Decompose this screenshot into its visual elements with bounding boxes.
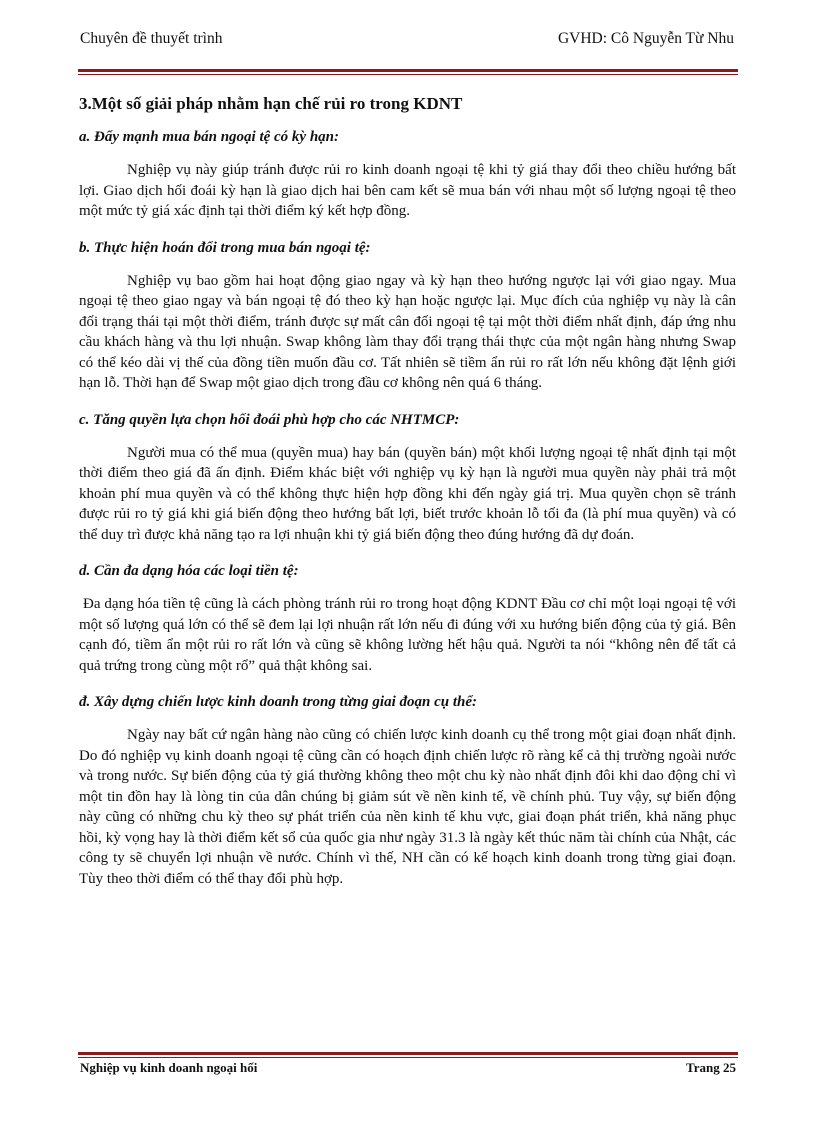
paragraph-a: Nghiệp vụ này giúp tránh được rủi ro kinh doanh ngoại tệ khi tỷ giá thay đổi theo chiều hướng bất lợi. Giao dịch hối đoái kỳ hạn là giao dịch hai bên cam kết sẽ mua bán với nhau một số lượng ngoại tệ theo một mức tỷ giá xác định tại thời điểm ký kết hợp đồng. <box>79 162 736 219</box>
paragraph-c: Người mua có thể mua (quyền mua) hay bán (quyền bán) một khối lượng ngoại tệ nhất định tại một thời điểm theo giá đã ấn định. Điểm khác biệt với nghiệp vụ kỳ hạn là người mua quyền này phải trả một khoản phí mua quyền và có thể không thực hiện hợp đồng khi đến ngày giá trị. Mua quyền chọn sẽ tránh được rủi ro tỷ giá khi giá biến động theo hướng bất lợi, biết trước khoản lỗ tối đa (là phí mua quyền) và có thể duy trì được khả năng tạo ra lợi nhuận khi tỷ giá biến động theo đúng hướng đã dự đoán. <box>79 444 736 543</box>
header-right: GVHD: Cô Nguyễn Từ Nhu <box>557 30 734 47</box>
paragraph-b: Nghiệp vụ bao gồm hai hoạt động giao ngay và kỳ hạn theo hướng ngược lại với giao ngay. Mua ngoại tệ theo giao ngay và bán ngoại tệ đó theo kỳ hạn hoặc ngược lại. Mục đích của nghiệp vụ này là cân đối trạng thái tại một thời điểm, tránh được sự mất cân đối ngoại tệ tại một thời điểm nhất định, đáp ứng nhu cầu khách hàng và thu lợi nhuận. Swap không làm thay đổi trạng thái thực của một ngân hàng nhưng Swap có thể kéo dài vị thế của đồng tiền muốn đầu cơ. Tất nhiên sẽ tiềm ẩn rủi ro rất lớn nếu không đặt lệnh giới hạn lỗ. Thời hạn để Swap một giao dịch trong đầu cơ không nên quá 6 tháng. <box>79 272 736 391</box>
footer-rule <box>78 1052 738 1058</box>
paragraph-dd: Ngày nay bất cứ ngân hàng nào cũng có chiến lược kinh doanh cụ thể trong một giai đoạn nhất định. Do đó nghiệp vụ kinh doanh ngoại tệ cũng cần có hoạch định chiến lược rõ ràng kể cả thị trường ngoài nước và trong nước. Sự biến động của tỷ giá thường không theo một chu kỳ nào nhất định đôi khi dao động chỉ vì một tin đồn hay là lòng tin của dân chúng bị giảm sút về nền kinh tế, về chính phủ. Tuy vậy, sự biến động này cũng có những chu kỳ theo sự phát triển của nền kinh tế khu vực, giai đoạn phát triển, khả năng phục hồi, kỳ vọng hay là thời điểm kết sổ của quốc gia như ngày 31.3 là ngày kết thúc năm tài chính của Nhật, các công ty sẽ chuyển lợi nhuận về nước. Chính vì thế, NH cần có kế hoạch kinh doanh trong từng giai đoạn. Tùy theo thời điểm có thể thay đổi phù hợp. <box>79 727 736 887</box>
section-title: 3.Một số giải pháp nhằm hạn chế rủi ro trong KDNT <box>79 94 463 113</box>
page-content <box>79 94 736 907</box>
footer-left: Nghiệp vụ kinh doanh ngoại hối <box>80 1060 258 1075</box>
header-rule <box>78 69 738 75</box>
subsection-heading-b: b. Thực hiện hoán đổi trong mua bán ngoại tệ: <box>79 239 371 256</box>
paragraph-d: Đa dạng hóa tiền tệ cũng là cách phòng tránh rủi ro trong hoạt động KDNT Đầu cơ chỉ một loại ngoại tệ với một số lượng quá lớn có thể sẽ đem lại lợi nhuận rất lớn nếu đi đúng với xu hướng biến động của tỷ giá. Bên cạnh đó, tiềm ẩn một rủi ro rất lớn và cũng sẽ không lường hết hậu quả. Người ta nói “không nên để tất cả quả trứng trong cùng một rổ” quả thật không sai. <box>79 596 736 674</box>
page-number: Trang 25 <box>686 1060 736 1075</box>
subsection-heading-a: a. Đẩy mạnh mua bán ngoại tệ có kỳ hạn: <box>79 129 340 145</box>
page-header <box>80 30 736 52</box>
subsection-heading-d: d. Cần đa dạng hóa các loại tiền tệ: <box>79 563 299 579</box>
subsection-heading-c: c. Tăng quyền lựa chọn hối đoái phù hợp cho các NHTMCP: <box>79 411 460 428</box>
subsection-heading-dd: đ. Xây dựng chiến lược kinh doanh trong từng giai đoạn cụ thể: <box>79 694 477 710</box>
header-left: Chuyên đề thuyết trình <box>80 30 223 47</box>
